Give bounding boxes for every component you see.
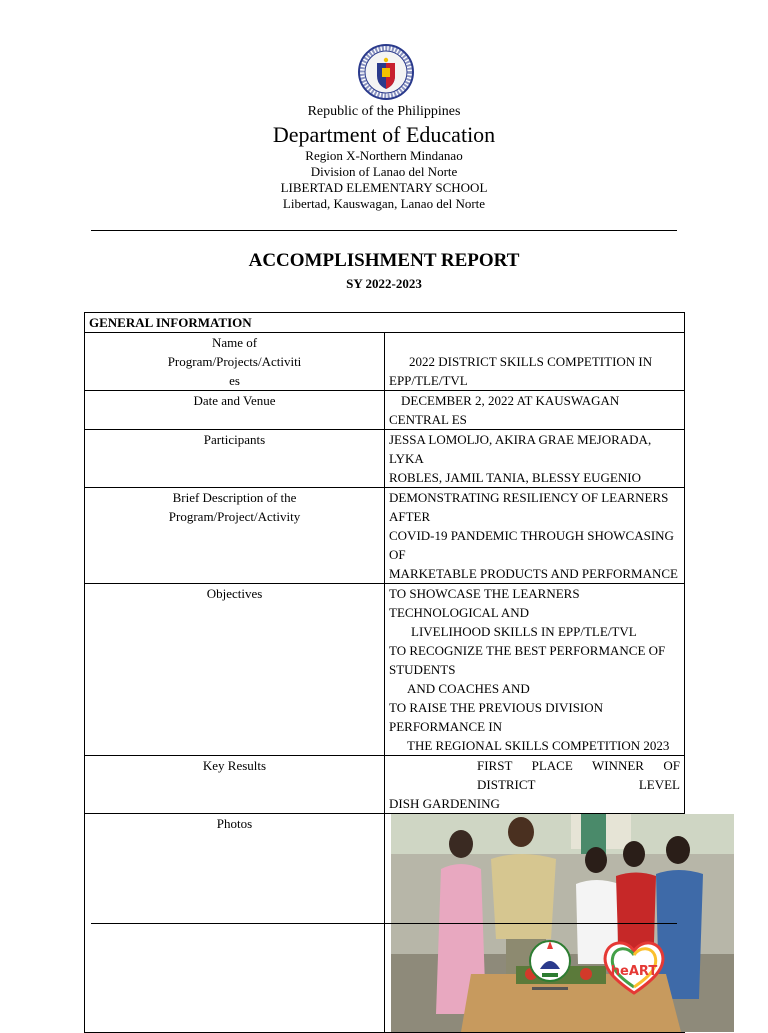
participants-label: Participants xyxy=(85,430,385,488)
table-row-objectives xyxy=(85,584,685,756)
svg-text:heART: heART xyxy=(610,964,658,979)
division-line: Division of Lanao del Norte xyxy=(310,164,458,179)
republic-line: Republic of the Philippines xyxy=(307,104,461,119)
school-address: Libertad, Kauswagan, Lanao del Norte xyxy=(282,196,486,211)
program-label-line: Name of xyxy=(211,335,258,350)
section-header: GENERAL INFORMATION xyxy=(85,313,685,333)
department-name: Department of Education xyxy=(272,122,496,147)
program-value: 2022 DISTRICT SKILLS COMPETITION IN EPP/TLE/TVL xyxy=(389,354,653,388)
footer-divider xyxy=(91,923,677,924)
objective-line: TO RECOGNIZE THE BEST PERFORMANCE OF STUDENTS xyxy=(389,643,666,677)
key-results-line: FIRST PLACE WINNER OF DISTRICT LEVEL xyxy=(477,758,680,792)
school-year: SY 2022-2023 xyxy=(346,276,422,291)
key-results-line: DISH GARDENING xyxy=(389,796,500,811)
objective-line: THE REGIONAL SKILLS COMPETITION 2023 xyxy=(407,738,670,753)
key-results-value xyxy=(385,756,685,814)
school-name: LIBERTAD ELEMENTARY SCHOOL xyxy=(280,180,488,195)
participants-line: ROBLES, JAMIL TANIA, BLESSY EUGENIO xyxy=(389,470,641,485)
objective-line: TO SHOWCASE THE LEARNERS TECHNOLOGICAL AND xyxy=(389,586,580,620)
program-label-line: es xyxy=(229,373,240,388)
objective-line: AND COACHES AND xyxy=(407,681,530,696)
educating-with-heart-logo xyxy=(600,935,668,997)
objective-line: TO RAISE THE PREVIOUS DIVISION PERFORMANCE IN xyxy=(389,700,604,734)
participants-value xyxy=(385,430,685,488)
date-label: Date and Venue xyxy=(85,391,385,430)
description-label-line: Program/Project/Activity xyxy=(168,509,301,524)
program-value-cell xyxy=(385,333,685,391)
objectives-label: Objectives xyxy=(85,584,385,756)
key-results-label: Key Results xyxy=(85,756,385,814)
description-value xyxy=(385,488,685,584)
region-line: Region X-Northern Mindanao xyxy=(305,148,463,163)
objective-line: LIVELIHOOD SKILLS IN EPP/TLE/TVL xyxy=(411,624,637,639)
division-logo xyxy=(526,933,574,999)
program-label-line: Program/Projects/Activiti xyxy=(167,354,302,369)
objectives-value xyxy=(385,584,685,756)
description-line: MARKETABLE PRODUCTS AND PERFORMANCE xyxy=(389,566,678,581)
table-row-date xyxy=(85,391,685,430)
date-value-cell xyxy=(385,391,685,430)
address-block xyxy=(0,148,768,212)
description-label-line: Brief Description of the xyxy=(172,490,297,505)
header-divider xyxy=(91,230,677,231)
general-information-table xyxy=(84,312,685,1033)
report-title: ACCOMPLISHMENT REPORT xyxy=(248,250,520,271)
table-row-participants xyxy=(85,430,685,488)
description-line: DEMONSTRATING RESILIENCY OF LEARNERS AFTER xyxy=(389,490,669,524)
participants-line: JESSA LOMOLJO, AKIRA GRAE MEJORADA, LYKA xyxy=(389,432,652,466)
table-row-key-results xyxy=(85,756,685,814)
table-row-description xyxy=(85,488,685,584)
photos-label: Photos xyxy=(85,814,385,1033)
table-header-row xyxy=(85,313,685,333)
table-row-program xyxy=(85,333,685,391)
program-label xyxy=(85,333,385,391)
date-value: DECEMBER 2, 2022 AT KAUSWAGAN CENTRAL ES xyxy=(389,393,620,427)
deped-seal-logo xyxy=(358,44,414,100)
description-label xyxy=(85,488,385,584)
description-line: COVID-19 PANDEMIC THROUGH SHOWCASING OF xyxy=(389,528,674,562)
